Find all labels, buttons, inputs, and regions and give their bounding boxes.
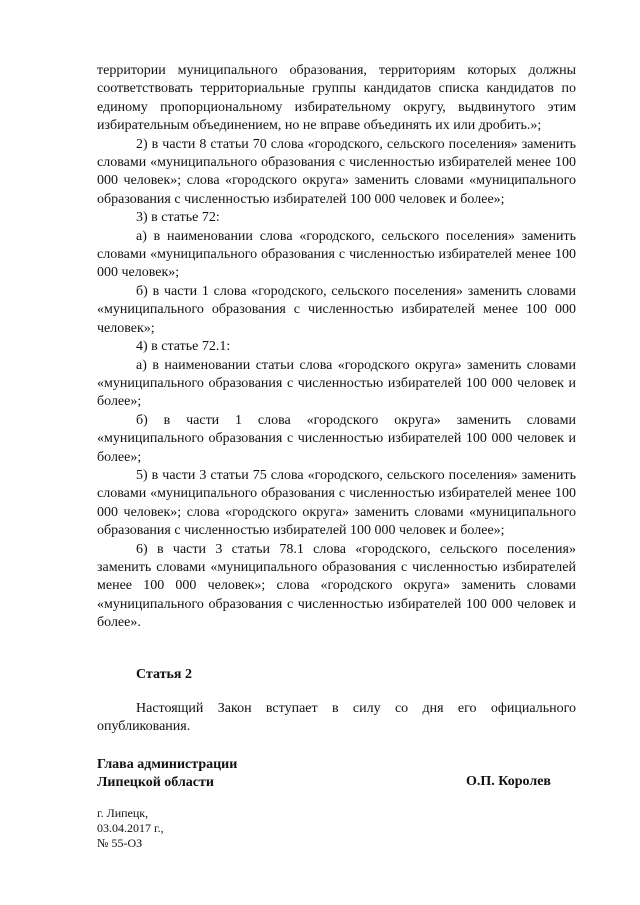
signature-title-line2: Липецкой области bbox=[97, 775, 214, 791]
article-heading: Статья 2 bbox=[136, 667, 192, 682]
signature-title-line1: Глава администрации bbox=[97, 757, 238, 772]
paragraph-5: 4) в статье 72.1: bbox=[136, 339, 231, 355]
meta-city: г. Липецк, bbox=[97, 806, 149, 820]
paragraph-9: 6) в части 3 статьи 78.1 слова «городского, сельского поселения» заменить словами «муниципального образования с численностью избирателей менее 100 000 человек»; слова «городского округа» заменить словами «муниципального образования с численностью избирателей 100 000 человек и более». bbox=[97, 541, 576, 631]
closing-paragraph: Настоящий Закон вступает в силу со дня его официального опубликования. bbox=[97, 701, 576, 735]
paragraph-3: а) в наименовании слова «городского, сельского поселения» заменить словами «муниципального образования с численностью избирателей менее 100 000 человек»; bbox=[97, 228, 576, 281]
paragraph-4: б) в части 1 слова «городского, сельского поселения» заменить словами «муниципального образования с численностью избирателей менее 100 000 человек»; bbox=[97, 283, 576, 336]
meta-number: № 55-ОЗ bbox=[97, 836, 143, 850]
paragraph-7: б) в части 1 слова «городского округа» заменить словами «муниципального образования с численностью избирателей 100 000 человек и более»; bbox=[97, 412, 576, 465]
paragraph-0: территории муниципального образования, территориям которых должны соответствовать территориальные группы кандидатов списка кандидатов по единому пропорциональному избирательному округу, выдвинутого этим избирательным объединением, но не вправе объединять их или дробить.»; bbox=[97, 63, 576, 134]
signature-title bbox=[97, 756, 237, 793]
signature-name: О.П. Королев bbox=[466, 774, 551, 789]
document-meta bbox=[97, 806, 164, 851]
paragraph-1: 2) в части 8 статьи 70 слова «городского, сельского поселения» заменить словами «муниципального образования с численностью избирателей менее 100 000 человек»; слова «городского округа» заменить словами «муниципального образования с численностью избирателей 100 000 человек и более»; bbox=[97, 136, 576, 207]
paragraph-2: 3) в статье 72: bbox=[136, 210, 220, 226]
paragraph-6: а) в наименовании статьи слова «городского округа» заменить словами «муниципального образования с численностью избирателей 100 000 человек и более»; bbox=[97, 357, 576, 410]
meta-date: 03.04.2017 г., bbox=[97, 821, 164, 835]
paragraph-8: 5) в части 3 статьи 75 слова «городского, сельского поселения» заменить словами «муниципального образования с численностью избирателей менее 100 000 человек»; слова «городского округа» заменить словами «муниципального образования с численностью избирателей 100 000 человек и более»; bbox=[97, 467, 576, 539]
law-body-text bbox=[97, 62, 576, 633]
